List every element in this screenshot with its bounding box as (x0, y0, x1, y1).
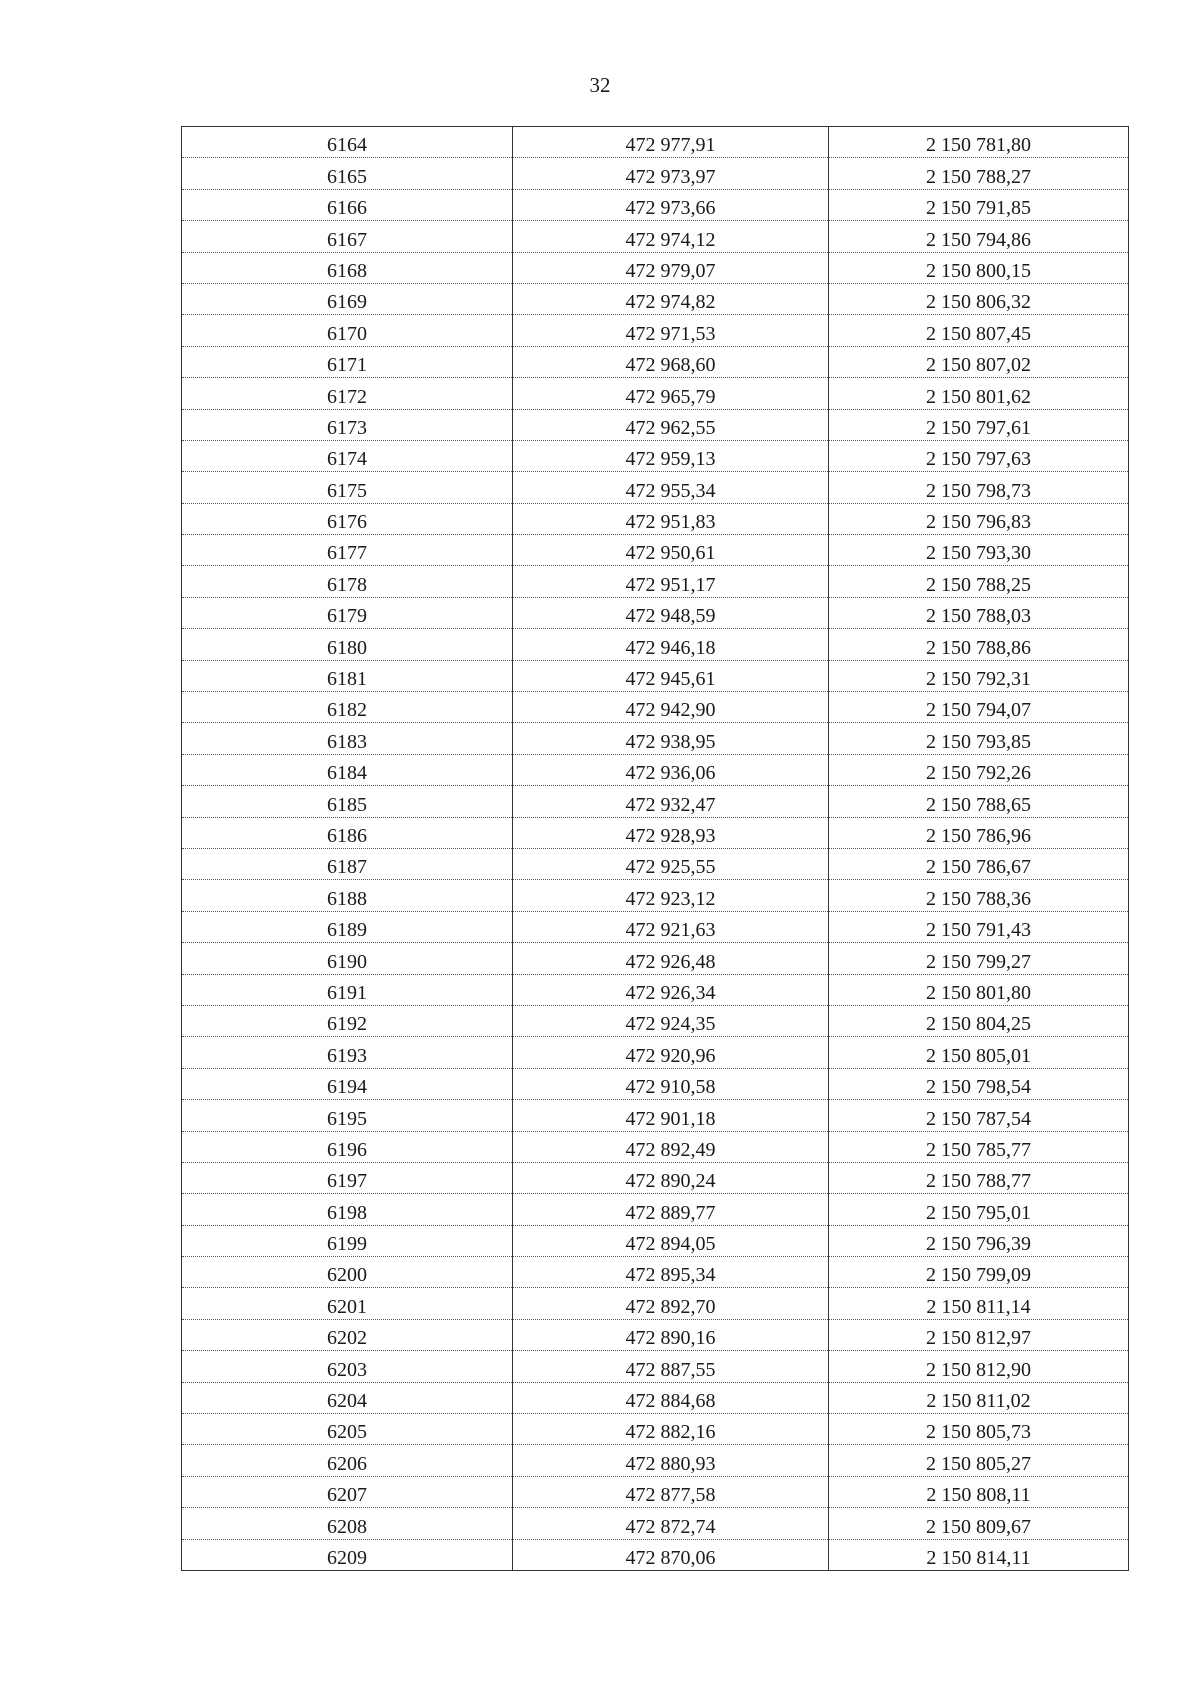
point-number-cell: 6180 (182, 629, 513, 660)
point-number-cell: 6190 (182, 943, 513, 974)
y-coordinate-cell: 2 150 805,01 (829, 1037, 1129, 1068)
x-coordinate-cell: 472 895,34 (513, 1257, 829, 1288)
x-coordinate-cell: 472 882,16 (513, 1414, 829, 1445)
page-number: 32 (589, 73, 611, 97)
y-coordinate-cell: 2 150 811,14 (829, 1288, 1129, 1319)
point-number-cell: 6201 (182, 1288, 513, 1319)
table-row (182, 1319, 1129, 1350)
point-number-cell: 6208 (182, 1508, 513, 1539)
point-number-cell: 6165 (182, 158, 513, 189)
point-number-cell: 6188 (182, 880, 513, 911)
table-row (182, 315, 1129, 346)
table-row (182, 692, 1129, 723)
x-coordinate-cell: 472 923,12 (513, 880, 829, 911)
table-row (182, 1162, 1129, 1193)
y-coordinate-cell: 2 150 806,32 (829, 283, 1129, 314)
table-row (182, 817, 1129, 848)
y-coordinate-cell: 2 150 794,86 (829, 221, 1129, 252)
table-row (182, 660, 1129, 691)
x-coordinate-cell: 472 965,79 (513, 378, 829, 409)
point-number-cell: 6179 (182, 597, 513, 628)
point-number-cell: 6170 (182, 315, 513, 346)
table-row (182, 158, 1129, 189)
table-row (182, 346, 1129, 377)
y-coordinate-cell: 2 150 795,01 (829, 1194, 1129, 1225)
x-coordinate-cell: 472 951,83 (513, 503, 829, 534)
point-number-cell: 6193 (182, 1037, 513, 1068)
x-coordinate-cell: 472 951,17 (513, 566, 829, 597)
x-coordinate-cell: 472 945,61 (513, 660, 829, 691)
point-number-cell: 6199 (182, 1225, 513, 1256)
point-number-cell: 6168 (182, 252, 513, 283)
y-coordinate-cell: 2 150 808,11 (829, 1476, 1129, 1507)
point-number-cell: 6192 (182, 1005, 513, 1036)
y-coordinate-cell: 2 150 788,27 (829, 158, 1129, 189)
point-number-cell: 6177 (182, 535, 513, 566)
point-number-cell: 6176 (182, 503, 513, 534)
table-row (182, 283, 1129, 314)
x-coordinate-cell: 472 974,82 (513, 283, 829, 314)
y-coordinate-cell: 2 150 791,43 (829, 911, 1129, 942)
table-row (182, 440, 1129, 471)
y-coordinate-cell: 2 150 788,25 (829, 566, 1129, 597)
table-row (182, 1382, 1129, 1413)
point-number-cell: 6200 (182, 1257, 513, 1288)
x-coordinate-cell: 472 962,55 (513, 409, 829, 440)
x-coordinate-cell: 472 924,35 (513, 1005, 829, 1036)
table-row (182, 1445, 1129, 1476)
table-row (182, 754, 1129, 785)
x-coordinate-cell: 472 910,58 (513, 1068, 829, 1099)
x-coordinate-cell: 472 872,74 (513, 1508, 829, 1539)
table-row (182, 566, 1129, 597)
table-row (182, 1100, 1129, 1131)
x-coordinate-cell: 472 932,47 (513, 786, 829, 817)
table-row (182, 974, 1129, 1005)
y-coordinate-cell: 2 150 801,62 (829, 378, 1129, 409)
x-coordinate-cell: 472 942,90 (513, 692, 829, 723)
point-number-cell: 6169 (182, 283, 513, 314)
y-coordinate-cell: 2 150 809,67 (829, 1508, 1129, 1539)
y-coordinate-cell: 2 150 814,11 (829, 1539, 1129, 1570)
y-coordinate-cell: 2 150 801,80 (829, 974, 1129, 1005)
y-coordinate-cell: 2 150 794,07 (829, 692, 1129, 723)
point-number-cell: 6182 (182, 692, 513, 723)
y-coordinate-cell: 2 150 788,86 (829, 629, 1129, 660)
y-coordinate-cell: 2 150 786,67 (829, 848, 1129, 879)
table-row (182, 189, 1129, 220)
y-coordinate-cell: 2 150 799,09 (829, 1257, 1129, 1288)
x-coordinate-cell: 472 887,55 (513, 1351, 829, 1382)
y-coordinate-cell: 2 150 804,25 (829, 1005, 1129, 1036)
table-row (182, 629, 1129, 660)
point-number-cell: 6178 (182, 566, 513, 597)
x-coordinate-cell: 472 948,59 (513, 597, 829, 628)
x-coordinate-cell: 472 950,61 (513, 535, 829, 566)
table-row (182, 1257, 1129, 1288)
y-coordinate-cell: 2 150 807,02 (829, 346, 1129, 377)
point-number-cell: 6204 (182, 1382, 513, 1413)
y-coordinate-cell: 2 150 793,85 (829, 723, 1129, 754)
table-row (182, 1068, 1129, 1099)
table-row (182, 786, 1129, 817)
x-coordinate-cell: 472 973,97 (513, 158, 829, 189)
y-coordinate-cell: 2 150 797,63 (829, 440, 1129, 471)
y-coordinate-cell: 2 150 812,90 (829, 1351, 1129, 1382)
x-coordinate-cell: 472 901,18 (513, 1100, 829, 1131)
table-row (182, 1037, 1129, 1068)
x-coordinate-cell: 472 870,06 (513, 1539, 829, 1570)
y-coordinate-cell: 2 150 788,65 (829, 786, 1129, 817)
table-row (182, 535, 1129, 566)
y-coordinate-cell: 2 150 812,97 (829, 1319, 1129, 1350)
y-coordinate-cell: 2 150 792,31 (829, 660, 1129, 691)
point-number-cell: 6196 (182, 1131, 513, 1162)
point-number-cell: 6166 (182, 189, 513, 220)
y-coordinate-cell: 2 150 792,26 (829, 754, 1129, 785)
y-coordinate-cell: 2 150 793,30 (829, 535, 1129, 566)
table-row (182, 503, 1129, 534)
table-row (182, 880, 1129, 911)
point-number-cell: 6197 (182, 1162, 513, 1193)
y-coordinate-cell: 2 150 786,96 (829, 817, 1129, 848)
point-number-cell: 6205 (182, 1414, 513, 1445)
x-coordinate-cell: 472 877,58 (513, 1476, 829, 1507)
point-number-cell: 6187 (182, 848, 513, 879)
table-row (182, 911, 1129, 942)
table-row (182, 1225, 1129, 1256)
y-coordinate-cell: 2 150 800,15 (829, 252, 1129, 283)
x-coordinate-cell: 472 955,34 (513, 472, 829, 503)
table-row (182, 597, 1129, 628)
x-coordinate-cell: 472 890,16 (513, 1319, 829, 1350)
table-row (182, 1288, 1129, 1319)
x-coordinate-cell: 472 971,53 (513, 315, 829, 346)
table-row (182, 472, 1129, 503)
y-coordinate-cell: 2 150 805,27 (829, 1445, 1129, 1476)
y-coordinate-cell: 2 150 799,27 (829, 943, 1129, 974)
table-row (182, 1005, 1129, 1036)
y-coordinate-cell: 2 150 781,80 (829, 127, 1129, 158)
x-coordinate-cell: 472 928,93 (513, 817, 829, 848)
x-coordinate-cell: 472 884,68 (513, 1382, 829, 1413)
point-number-cell: 6203 (182, 1351, 513, 1382)
y-coordinate-cell: 2 150 798,54 (829, 1068, 1129, 1099)
point-number-cell: 6194 (182, 1068, 513, 1099)
coordinates-table (181, 126, 1129, 1571)
x-coordinate-cell: 472 974,12 (513, 221, 829, 252)
point-number-cell: 6202 (182, 1319, 513, 1350)
point-number-cell: 6207 (182, 1476, 513, 1507)
x-coordinate-cell: 472 880,93 (513, 1445, 829, 1476)
x-coordinate-cell: 472 973,66 (513, 189, 829, 220)
point-number-cell: 6186 (182, 817, 513, 848)
point-number-cell: 6209 (182, 1539, 513, 1570)
table-row (182, 848, 1129, 879)
table-row (182, 378, 1129, 409)
y-coordinate-cell: 2 150 788,36 (829, 880, 1129, 911)
point-number-cell: 6181 (182, 660, 513, 691)
x-coordinate-cell: 472 959,13 (513, 440, 829, 471)
x-coordinate-cell: 472 977,91 (513, 127, 829, 158)
table-row (182, 1539, 1129, 1570)
y-coordinate-cell: 2 150 796,39 (829, 1225, 1129, 1256)
y-coordinate-cell: 2 150 811,02 (829, 1382, 1129, 1413)
table-row (182, 1476, 1129, 1507)
y-coordinate-cell: 2 150 797,61 (829, 409, 1129, 440)
x-coordinate-cell: 472 925,55 (513, 848, 829, 879)
table-row (182, 1508, 1129, 1539)
point-number-cell: 6183 (182, 723, 513, 754)
point-number-cell: 6171 (182, 346, 513, 377)
x-coordinate-cell: 472 889,77 (513, 1194, 829, 1225)
x-coordinate-cell: 472 892,49 (513, 1131, 829, 1162)
x-coordinate-cell: 472 926,48 (513, 943, 829, 974)
point-number-cell: 6189 (182, 911, 513, 942)
x-coordinate-cell: 472 892,70 (513, 1288, 829, 1319)
y-coordinate-cell: 2 150 788,77 (829, 1162, 1129, 1193)
table-row (182, 252, 1129, 283)
table-row (182, 1194, 1129, 1225)
x-coordinate-cell: 472 968,60 (513, 346, 829, 377)
table-row (182, 943, 1129, 974)
x-coordinate-cell: 472 920,96 (513, 1037, 829, 1068)
x-coordinate-cell: 472 894,05 (513, 1225, 829, 1256)
table-row (182, 723, 1129, 754)
y-coordinate-cell: 2 150 788,03 (829, 597, 1129, 628)
x-coordinate-cell: 472 946,18 (513, 629, 829, 660)
x-coordinate-cell: 472 890,24 (513, 1162, 829, 1193)
x-coordinate-cell: 472 926,34 (513, 974, 829, 1005)
table-row (182, 221, 1129, 252)
point-number-cell: 6174 (182, 440, 513, 471)
point-number-cell: 6195 (182, 1100, 513, 1131)
point-number-cell: 6167 (182, 221, 513, 252)
y-coordinate-cell: 2 150 787,54 (829, 1100, 1129, 1131)
point-number-cell: 6173 (182, 409, 513, 440)
point-number-cell: 6175 (182, 472, 513, 503)
y-coordinate-cell: 2 150 807,45 (829, 315, 1129, 346)
table-row (182, 127, 1129, 158)
point-number-cell: 6191 (182, 974, 513, 1005)
y-coordinate-cell: 2 150 785,77 (829, 1131, 1129, 1162)
point-number-cell: 6185 (182, 786, 513, 817)
x-coordinate-cell: 472 979,07 (513, 252, 829, 283)
x-coordinate-cell: 472 938,95 (513, 723, 829, 754)
point-number-cell: 6164 (182, 127, 513, 158)
x-coordinate-cell: 472 936,06 (513, 754, 829, 785)
table-row (182, 409, 1129, 440)
point-number-cell: 6184 (182, 754, 513, 785)
y-coordinate-cell: 2 150 798,73 (829, 472, 1129, 503)
table-row (182, 1131, 1129, 1162)
y-coordinate-cell: 2 150 796,83 (829, 503, 1129, 534)
y-coordinate-cell: 2 150 805,73 (829, 1414, 1129, 1445)
point-number-cell: 6206 (182, 1445, 513, 1476)
coordinates-table-body (182, 127, 1129, 1571)
table-row (182, 1414, 1129, 1445)
y-coordinate-cell: 2 150 791,85 (829, 189, 1129, 220)
point-number-cell: 6172 (182, 378, 513, 409)
x-coordinate-cell: 472 921,63 (513, 911, 829, 942)
point-number-cell: 6198 (182, 1194, 513, 1225)
table-row (182, 1351, 1129, 1382)
